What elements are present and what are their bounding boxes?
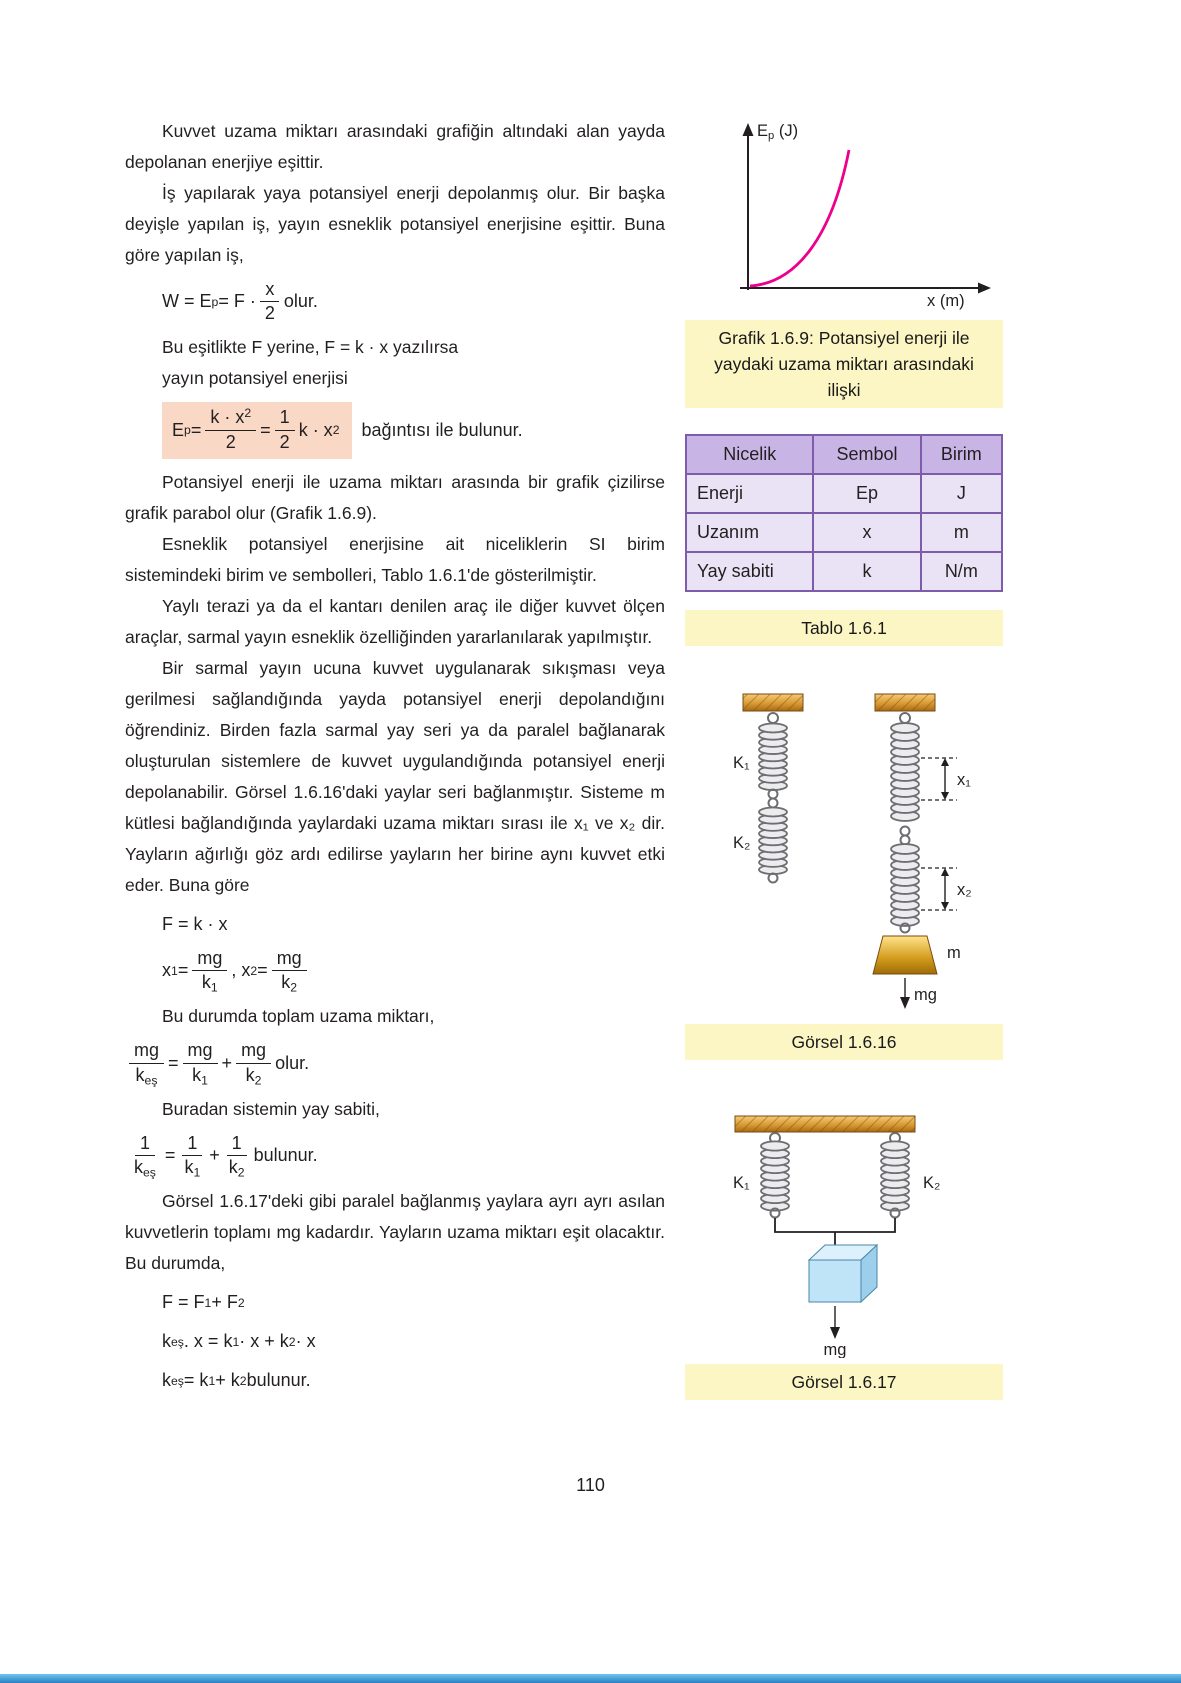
- table-cell: J: [921, 474, 1002, 513]
- figure-parallel-springs: [685, 1108, 1003, 1363]
- support-bar-left-texture: [743, 694, 803, 711]
- table-cell: Enerji: [686, 474, 813, 513]
- formula-parallel-stretch: k eş . x = k 1 · x + k 2 · x: [162, 1331, 316, 1352]
- graph-x-axis-label: x (m): [927, 292, 965, 310]
- parallel-springs-svg: [685, 1108, 1003, 1358]
- graph-svg: [685, 118, 1003, 314]
- table-cell: Ep: [813, 474, 920, 513]
- spring-k2: [759, 808, 787, 875]
- formula-series-constant: $\frac{1}{k_{eş}}$ = $\frac{1}{k_1}$ + $\frac{1}{k_2}$ bulunur.: [134, 1132, 318, 1180]
- table-header-sembol: Sembol: [813, 435, 920, 474]
- formula-potential-energy: [162, 402, 665, 458]
- table-cell: Yay sabiti: [686, 552, 813, 591]
- hook-icon: [768, 713, 778, 723]
- label-x2: x₂: [957, 881, 972, 899]
- table-cell: m: [921, 513, 1002, 552]
- label-k1: K₁: [733, 1174, 750, 1192]
- label-m: m: [947, 944, 961, 962]
- table-caption: Tablo 1.6.1: [685, 610, 1003, 646]
- link-ring-icon: [901, 827, 910, 836]
- spring-k1-stretched: [891, 723, 919, 821]
- figure-column: [685, 118, 1003, 1392]
- table-header-nicelik: Nicelik: [686, 435, 813, 474]
- paragraph-2: İş yapılarak yaya potansiyel enerji depolanmış olur. Bir başka deyişle yapılan iş, yayın esneklik potansiyel enerjisine eşittir. Buna göre yapılan iş,: [125, 183, 665, 265]
- label-mg: mg: [914, 986, 937, 1004]
- formula-force-sum: F = F 1 + F 2: [162, 1292, 245, 1313]
- spring-k2-stretched: [891, 844, 919, 926]
- formula-highlight: E p = $\frac{k \cdot x^2}{2}$ = $\frac{1}{2}$ k · x 2: [162, 402, 352, 458]
- table-cell: x: [813, 513, 920, 552]
- graph-ep-vs-x: [685, 118, 1003, 314]
- formula-total-stretch: $\frac{mg}{k_{eş}}$ = $\frac{mg}{k_1}$ + $\frac{mg}{k_2}$ olur.: [125, 1040, 665, 1085]
- parabola-curve: [750, 150, 849, 286]
- figure-series-springs: [685, 688, 1003, 1023]
- table-row: [686, 552, 1002, 591]
- series-springs-svg: [685, 688, 1003, 1018]
- paragraph-1: Kuvvet uzama miktarı arasındaki grafiğin altındaki alan yayda depolanan enerjiye eşittir.: [125, 121, 665, 172]
- spring-k1: [761, 1141, 789, 1210]
- paragraph-5: Potansiyel enerji ile uzama miktarı arasında bir grafik çizilirse grafik parabol olur (Grafik 1.6.9).: [125, 471, 665, 523]
- table-cell: k: [813, 552, 920, 591]
- paragraph-6: Esneklik potansiyel enerjisine ait niceliklerin SI birim sistemindeki birim ve sembolleri, Tablo 1.6.1'de gösterilmiştir.: [125, 533, 665, 585]
- figure-parallel-caption: Görsel 1.6.17: [685, 1364, 1003, 1400]
- paragraph-7: Yaylı terazi ya da el kantarı denilen araç ile diğer kuvvet ölçen araçlar, sarmal yayın esneklik özelliğinden yararlanılarak yapılmıştır.: [125, 595, 665, 647]
- body-text-column: [125, 116, 665, 1404]
- arrow-down-icon: [830, 1327, 840, 1339]
- arrow-down-icon: [941, 902, 949, 910]
- x-axis-arrow-icon: [978, 283, 991, 294]
- support-bar-texture: [735, 1116, 915, 1132]
- paragraph-9: Bu durumda toplam uzama miktarı,: [162, 1006, 435, 1027]
- graph-caption: Grafik 1.6.9: Potansiyel enerji ile yaydaki uzama miktarı arasındaki ilişki: [685, 320, 1003, 408]
- spring-k1: [759, 724, 787, 791]
- arrow-down-icon: [900, 997, 910, 1009]
- label-k1: K₁: [733, 754, 750, 772]
- label-mg: mg: [823, 1341, 847, 1358]
- paragraph-10: Buradan sistemin yay sabiti,: [162, 1098, 380, 1119]
- table-header-row: [686, 435, 1002, 474]
- connector-bracket: [775, 1218, 895, 1232]
- y-axis-arrow-icon: [743, 123, 754, 136]
- arrow-up-icon: [941, 868, 949, 876]
- arrow-up-icon: [941, 758, 949, 766]
- support-bar-right-texture: [875, 694, 935, 711]
- paragraph-11: Görsel 1.6.17'deki gibi paralel bağlanmış yaylara ayrı ayrı asılan kuvvetlerin toplamı mg kadardır. Yayların uzama miktarı eşit olacaktır. Bu durumda,: [125, 1191, 665, 1274]
- label-x1: x₁: [957, 771, 971, 789]
- mass-block: [873, 936, 937, 974]
- hook-icon: [900, 713, 910, 723]
- label-k2: K₂: [923, 1174, 941, 1192]
- cube-front-face: [809, 1260, 861, 1302]
- arrow-down-icon: [941, 792, 949, 800]
- formula-x1-x2: x 1 = $\frac{mg}{k_1}$ , x 2 = $\frac{mg}{k_2}$: [162, 948, 665, 993]
- table-row: [686, 474, 1002, 513]
- formula-parallel-constant: k eş = k 1 + k 2 bulunur.: [162, 1370, 311, 1391]
- paragraph-3: Bu eşitlikte F yerine, F = k · x yazılırsa: [162, 337, 459, 358]
- formula-work: W = E p = F · $\frac{x}{2}$ olur.: [162, 279, 318, 324]
- formula-tail: bağıntısı ile bulunur.: [361, 420, 523, 441]
- label-k2: K₂: [733, 834, 751, 852]
- spring-k2: [881, 1141, 909, 1210]
- figure-series-caption: Görsel 1.6.16: [685, 1024, 1003, 1060]
- page-number: 110: [576, 1475, 605, 1495]
- table-header-birim: Birim: [921, 435, 1002, 474]
- graph-y-axis-label: $E_p$ (J): [757, 122, 799, 143]
- si-units-table: [685, 434, 1003, 592]
- paragraph-8: Bir sarmal yayın ucuna kuvvet uygulanarak sıkışması veya gerilmesi sağlandığında yayda potansiyel enerji depolandığını öğrendiniz. Birden fazla sarmal yay seri ya da paralel bağlanarak oluşturulan sistemlere de kuvvet uygulandığında potansiyel enerji depolanabilir. Görsel 1.6.16'daki yaylar seri bağlanmıştır. Sisteme m kütlesi bağlandığında yaylardaki uzama miktarı sırası ile x₁ ve x₂ dir. Yayların ağırlığı göz ardı edilirse yayların her birine aynı kuvvet etki eder. Buna göre: [125, 657, 665, 895]
- table-cell: Uzanım: [686, 513, 813, 552]
- page-edge-bar: [0, 1674, 1181, 1683]
- table-cell: N/m: [921, 552, 1002, 591]
- formula-hooke: F = k · x: [162, 913, 228, 934]
- table-row: [686, 513, 1002, 552]
- link-ring-icon: [769, 799, 778, 808]
- paragraph-4: yayın potansiyel enerjisi: [162, 368, 348, 389]
